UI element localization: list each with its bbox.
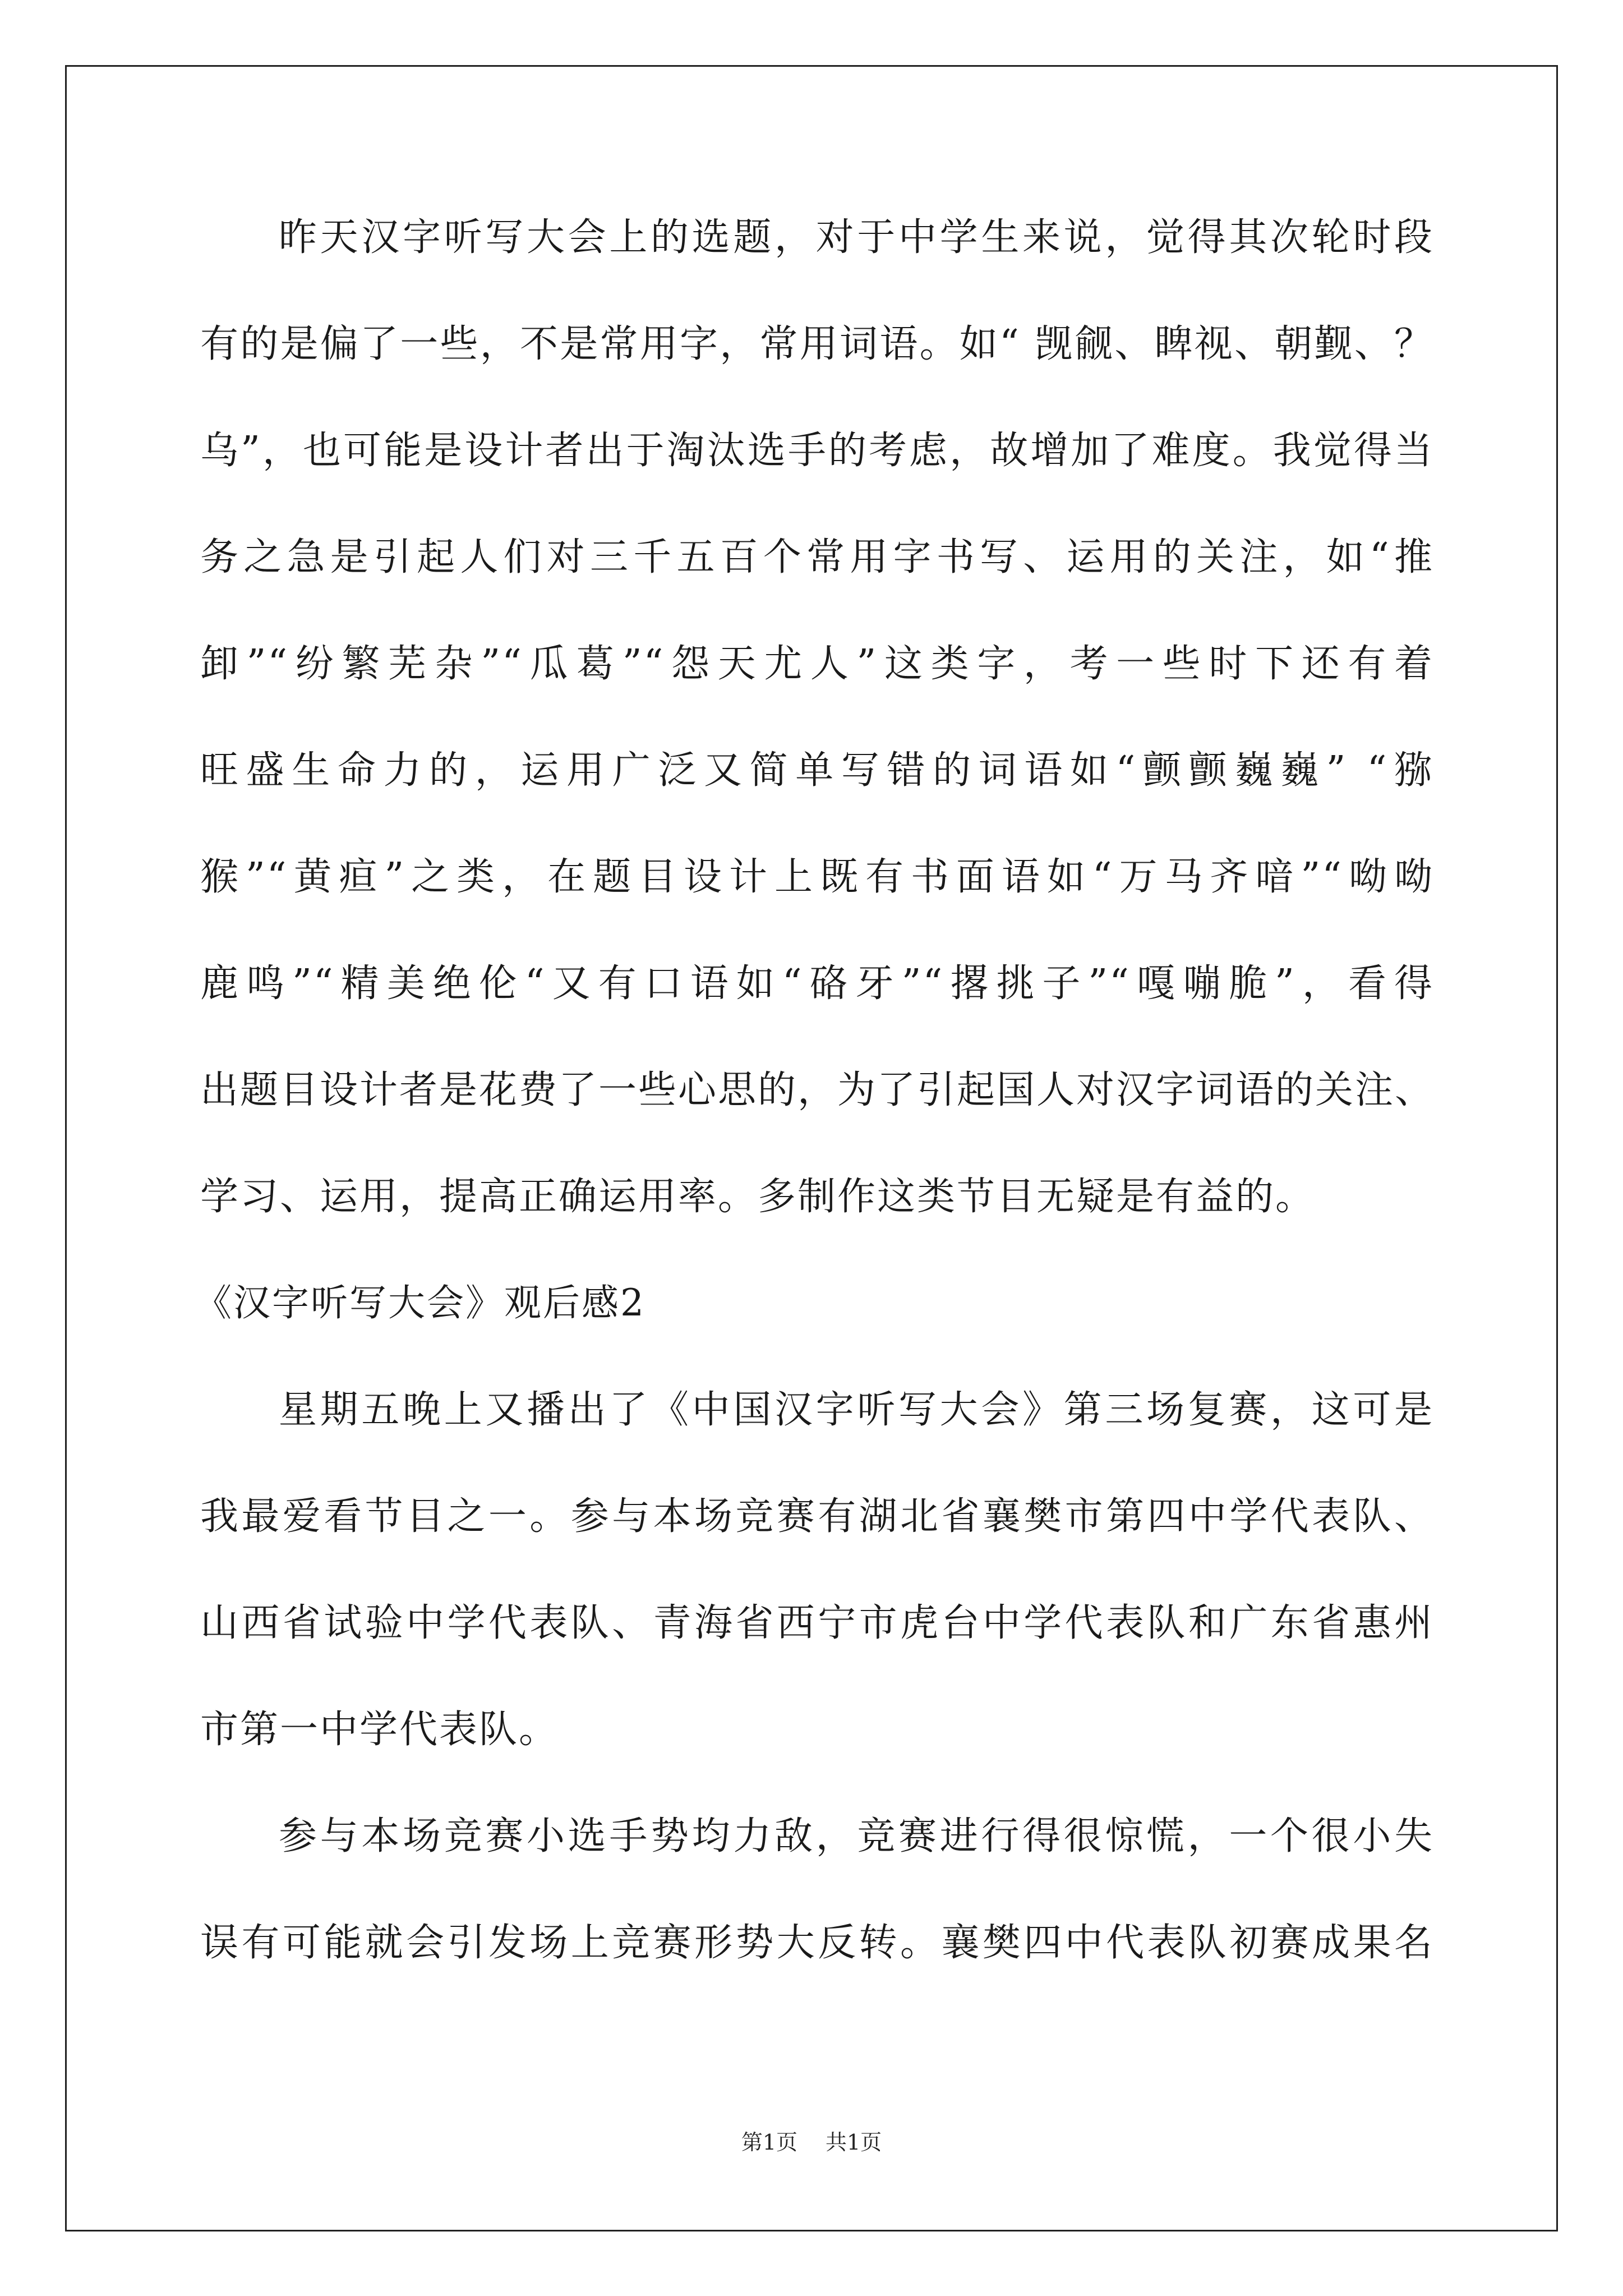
paragraph-3-line-2: 误有可能就会引发场上竞赛形势大反转。襄樊四中代表队初赛成果名 [200, 1921, 1434, 1965]
paragraph-1-line-9: 出题目设计者是花费了一些心思的，为了引起国人对汉字词语的关注、 [200, 1068, 1435, 1112]
paragraph-1-line-3: 乌”，也可能是设计者出于淘汰选手的考虑，故增加了难度。我觉得当 [200, 429, 1434, 473]
page-number-label: 第1页 [741, 2130, 797, 2155]
paragraph-3-line-1: 参与本场竞赛小选手势均力敌，竞赛进行得很惊慌，一个很小失 [279, 1814, 1434, 1858]
paragraph-2-line-2: 我最爱看节目之一。参与本场竞赛有湖北省襄樊市第四中学代表队、 [200, 1494, 1434, 1539]
page-border [65, 65, 1558, 2231]
page-total-label: 共1页 [826, 2130, 882, 2155]
section-heading: 《汉字听写大会》观后感2 [195, 1281, 645, 1324]
paragraph-2-line-1: 星期五晚上又播出了《中国汉字听写大会》第三场复赛，这可是 [279, 1388, 1434, 1432]
paragraph-2-line-4: 市第一中学代表队。 [200, 1708, 559, 1752]
paragraph-2-line-3: 山西省试验中学代表队、青海省西宁市虎台中学代表队和广东省惠州 [200, 1601, 1434, 1645]
paragraph-1-line-6: 旺盛生命力的，运用广泛又简单写错的词语如“颤颤巍巍” “猕 [200, 748, 1434, 793]
paragraph-1-line-8: 鹿鸣”“精美绝伦“又有口语如“硌牙”“撂挑子”“嘎嘣脆”，看得 [200, 961, 1434, 1006]
paragraph-1-line-10: 学习、运用，提高正确运用率。多制作这类节目无疑是有益的。 [200, 1175, 1316, 1219]
paragraph-1-line-5: 卸”“纷繁芜杂”“瓜葛”“怨天尤人”这类字，考一些时下还有着 [200, 642, 1434, 686]
paragraph-1-line-1: 昨天汉字听写大会上的选题，对于中学生来说，觉得其次轮时段 [279, 215, 1434, 260]
page-footer [0, 2132, 1623, 2153]
paragraph-1-line-4: 务之急是引起人们对三千五百个常用字书写、运用的关注，如“推 [200, 535, 1434, 579]
paragraph-1-line-2: 有的是偏了一些，不是常用字，常用词语。如“ 觊觎、睥视、朝觐、？ [200, 322, 1434, 366]
paragraph-1-line-7: 猴”“黄疸”之类，在题目设计上既有书面语如“万马齐喑”“呦呦 [200, 855, 1434, 899]
